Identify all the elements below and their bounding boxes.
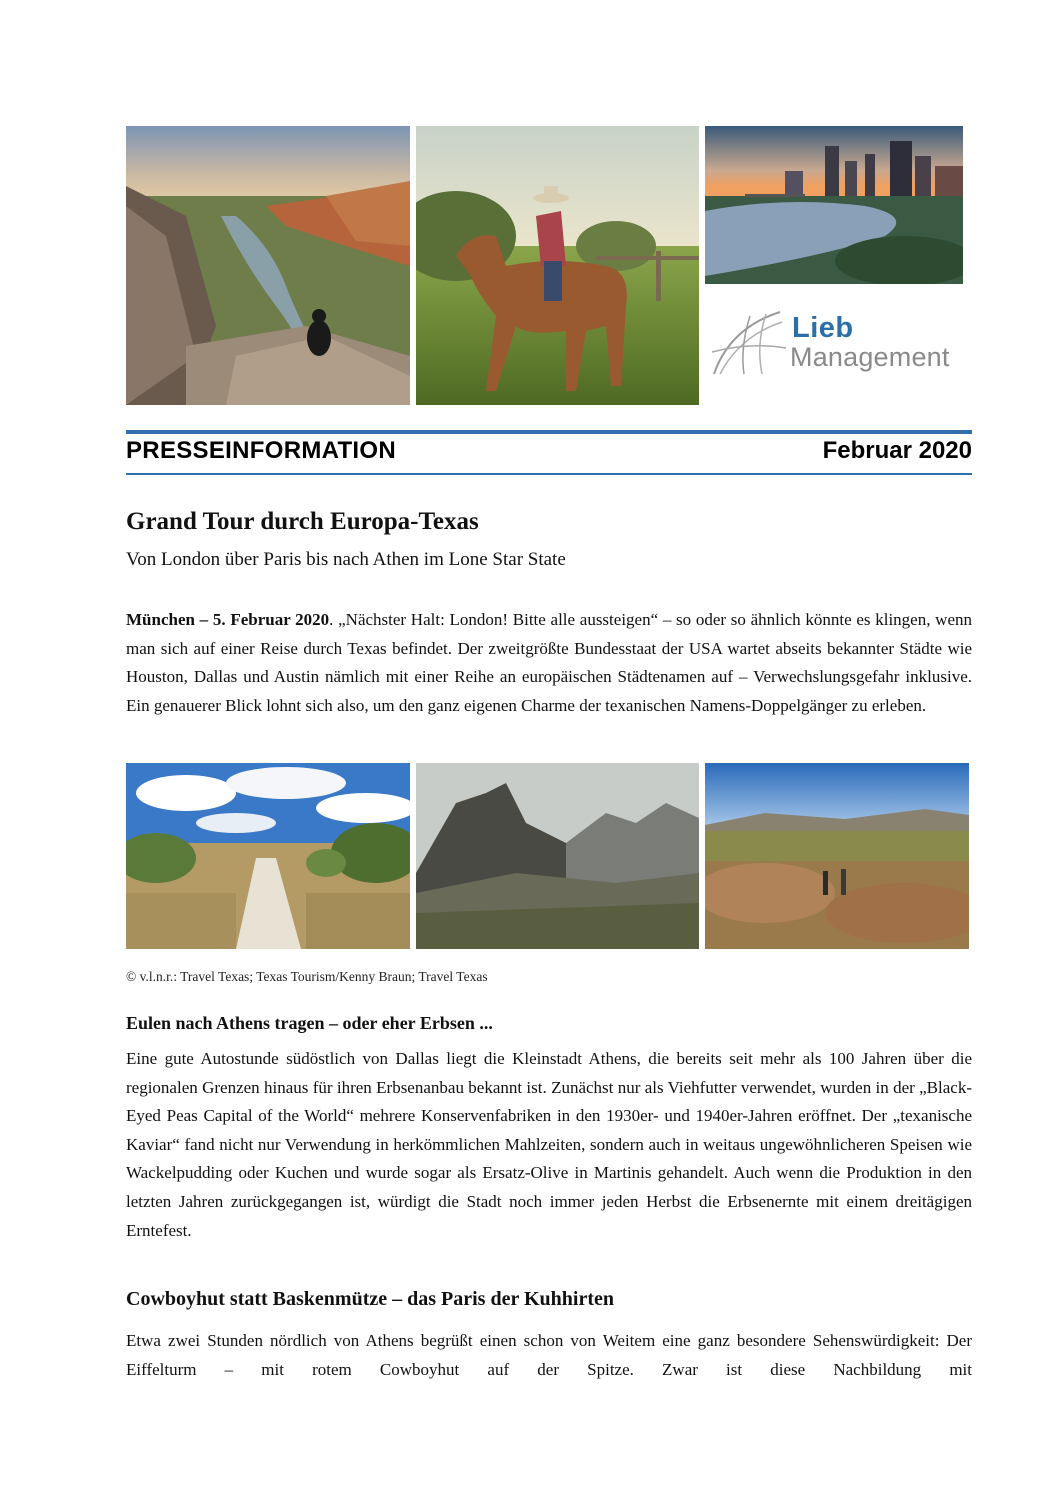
photo-cowboy-horse	[416, 126, 699, 405]
article-subtitle: Von London über Paris bis nach Athen im Lone Star State	[126, 549, 566, 570]
lieb-management-logo	[710, 308, 962, 384]
press-label: PRESSEINFORMATION	[126, 437, 397, 464]
section2-paragraph: Etwa zwei Stunden nördlich von Athens begrüßt einen schon von Weitem eine ganz besondere Sehenswürdigkeit: Der Eiffelturm – mit rotem Cowboyhut auf der Spitze. Zwar ist diese Nachbildung mit	[126, 1331, 972, 1379]
header-rule-top	[126, 430, 972, 434]
photo-desert-hikers	[705, 763, 969, 949]
photo-caption: © v.l.n.r.: Travel Texas; Texas Tourism/Kenny Braun; Travel Texas	[126, 969, 488, 984]
intro-dateline: München – 5. Februar 2020	[126, 610, 330, 629]
intro-paragraph	[126, 606, 972, 720]
logo-text-lieb: Lieb	[792, 312, 854, 344]
photo-austin-skyline	[705, 126, 963, 284]
photo-canyon-river	[126, 126, 410, 405]
article-title: Grand Tour durch Europa-Texas	[126, 508, 479, 535]
section2-heading: Cowboyhut statt Baskenmütze – das Paris der Kuhhirten	[126, 1288, 614, 1310]
globe-arc-icon	[710, 308, 790, 378]
logo-text-management: Management	[790, 342, 950, 372]
section1-paragraph: Eine gute Autostunde südöstlich von Dallas liegt die Kleinstadt Athens, die bereits seit mehr als 100 Jahren über die regionalen Grenzen hinaus für ihren Erbsenanbau bekannt ist. Zunächst nur als Viehfutter verwendet, wurden in der „Black-Eyed Peas Capital of the World“ mehrere Konservenfabriken in den 1930er- und 1940er-Jahren eröffnet. Der „texanische Kaviar“ fand nicht nur Verwendung in herkömmlichen Mahlzeiten, sondern auch in weitaus ungewöhnlicheren Speisen wie Wackelpudding oder Kuchen und wurde sogar als Ersatz-Olive in Martinis gehandelt. Auch wenn die Produktion in den letzten Jahren zurückgegangen ist, würdigt die Stadt noch immer jeden Herbst die Erbsenernte mit einem dreitägigen Erntefest.	[126, 1049, 972, 1240]
photo-trail-brush	[126, 763, 410, 949]
photo-mountains	[416, 763, 699, 949]
press-date: Februar 2020	[822, 437, 972, 464]
header-rule-bottom	[126, 473, 972, 475]
intro-text: . „Nächster Halt: London! Bitte alle aussteigen“ – so oder so ähnlich könnte es klingen, wenn man sich auf einer Reise durch Texas befindet. Der zweitgrößte Bundesstaat der USA wartet abseits bekannter Städte wie Houston, Dallas und Austin nämlich mit einer Reihe an europäischen Städtenamen auf – Verwechslungsgefahr inklusive. Ein genauerer Blick lohnt sich also, um den ganz eigenen Charme der texanischen Namens-Doppelgänger zu erleben.	[126, 610, 972, 715]
section1-heading: Eulen nach Athens tragen – oder eher Erbsen ...	[126, 1013, 493, 1033]
